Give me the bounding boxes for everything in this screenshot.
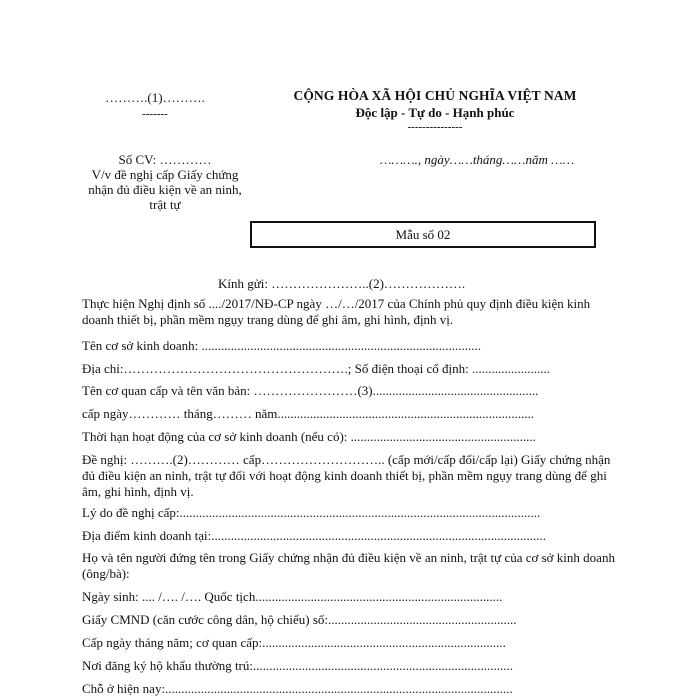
intro-paragraph: Thực hiện Nghị định số ..../2017/NĐ-CP ngày …/…/2017 của Chính phủ quy định điều kiện kinh doanh thiết bị, phần mềm ngụy trang dùng để ghi âm, ghi hình, định vị.	[82, 296, 591, 327]
field-birth-date-nationality[interactable]: Ngày sinh: .... /…. /…. Quốc tịch............................................................................	[82, 589, 503, 604]
form-number: Mẫu số 02	[395, 226, 451, 242]
field-operation-term[interactable]: Thời hạn hoạt động của cơ sở kinh doanh (nếu có): .........................................................	[82, 429, 536, 444]
organization-placeholder: ……….(1)……….	[105, 90, 205, 105]
form-number-box	[250, 221, 596, 248]
field-address-phone[interactable]: Địa chỉ:…………………………………………….; Số điện thoại cố định: ........................	[82, 361, 550, 376]
field-permanent-residence[interactable]: Nơi đăng ký hộ khẩu thường trú:................................................................................	[82, 658, 513, 673]
field-issue-date[interactable]: cấp ngày………… tháng……… năm...............................................................................	[82, 406, 535, 421]
field-business-location[interactable]: Địa điểm kinh doanh tại:.......................................................................................................	[82, 528, 547, 543]
field-reason[interactable]: Lý do đề nghị cấp:...............................................................................................................	[82, 505, 541, 520]
document-reference-block	[80, 152, 250, 212]
issuing-organization-block	[95, 90, 215, 120]
document-number: Số CV: …………	[118, 152, 212, 167]
document-subject: V/v đề nghị cấp Giấy chứng nhận đủ điều kiện về an ninh, trật tự	[88, 167, 242, 212]
field-issuing-agency[interactable]: Tên cơ quan cấp và tên văn bản: ……………………(3)...................................................	[82, 383, 539, 398]
organization-underline: -------	[142, 108, 168, 120]
field-responsible-person: Họ và tên người đứng tên trong Giấy chứng nhận đủ điều kiện về an ninh, trật tự của cơ sở kinh doanh (ông/bà):	[82, 550, 615, 581]
motto-underline: ---------------	[407, 121, 463, 133]
date-line: ………., ngày……tháng……năm ……	[380, 152, 575, 167]
country-name: CỘNG HÒA XÃ HỘI CHỦ NGHĨA VIỆT NAM	[293, 88, 577, 103]
recipient-line: Kính gửi: …………………..(2)……………….	[218, 276, 466, 291]
field-id-issue[interactable]: Cấp ngày tháng năm; cơ quan cấp:...........................................................................	[82, 635, 506, 650]
national-motto: Độc lập - Tự do - Hạnh phúc	[355, 105, 515, 120]
field-id-card[interactable]: Giấy CMND (căn cước công dân, hộ chiếu) số:..........................................................	[82, 612, 517, 627]
field-current-residence[interactable]: Chỗ ở hiện nay:...........................................................................................................	[82, 681, 513, 696]
field-business-name[interactable]: Tên cơ sở kinh doanh: ......................................................................................	[82, 338, 482, 353]
national-header-block	[255, 88, 615, 133]
field-request[interactable]: Đề nghị: ……….(2)………… cấp……………………….. (cấp mới/cấp đổi/cấp lại) Giấy chứng nhận đủ điều kiện an ninh, trật tự đối với hoạt động kinh doanh thiết bị, phần mềm ngụy trang dùng để ghi âm, ghi hình, định vị.	[82, 452, 611, 499]
